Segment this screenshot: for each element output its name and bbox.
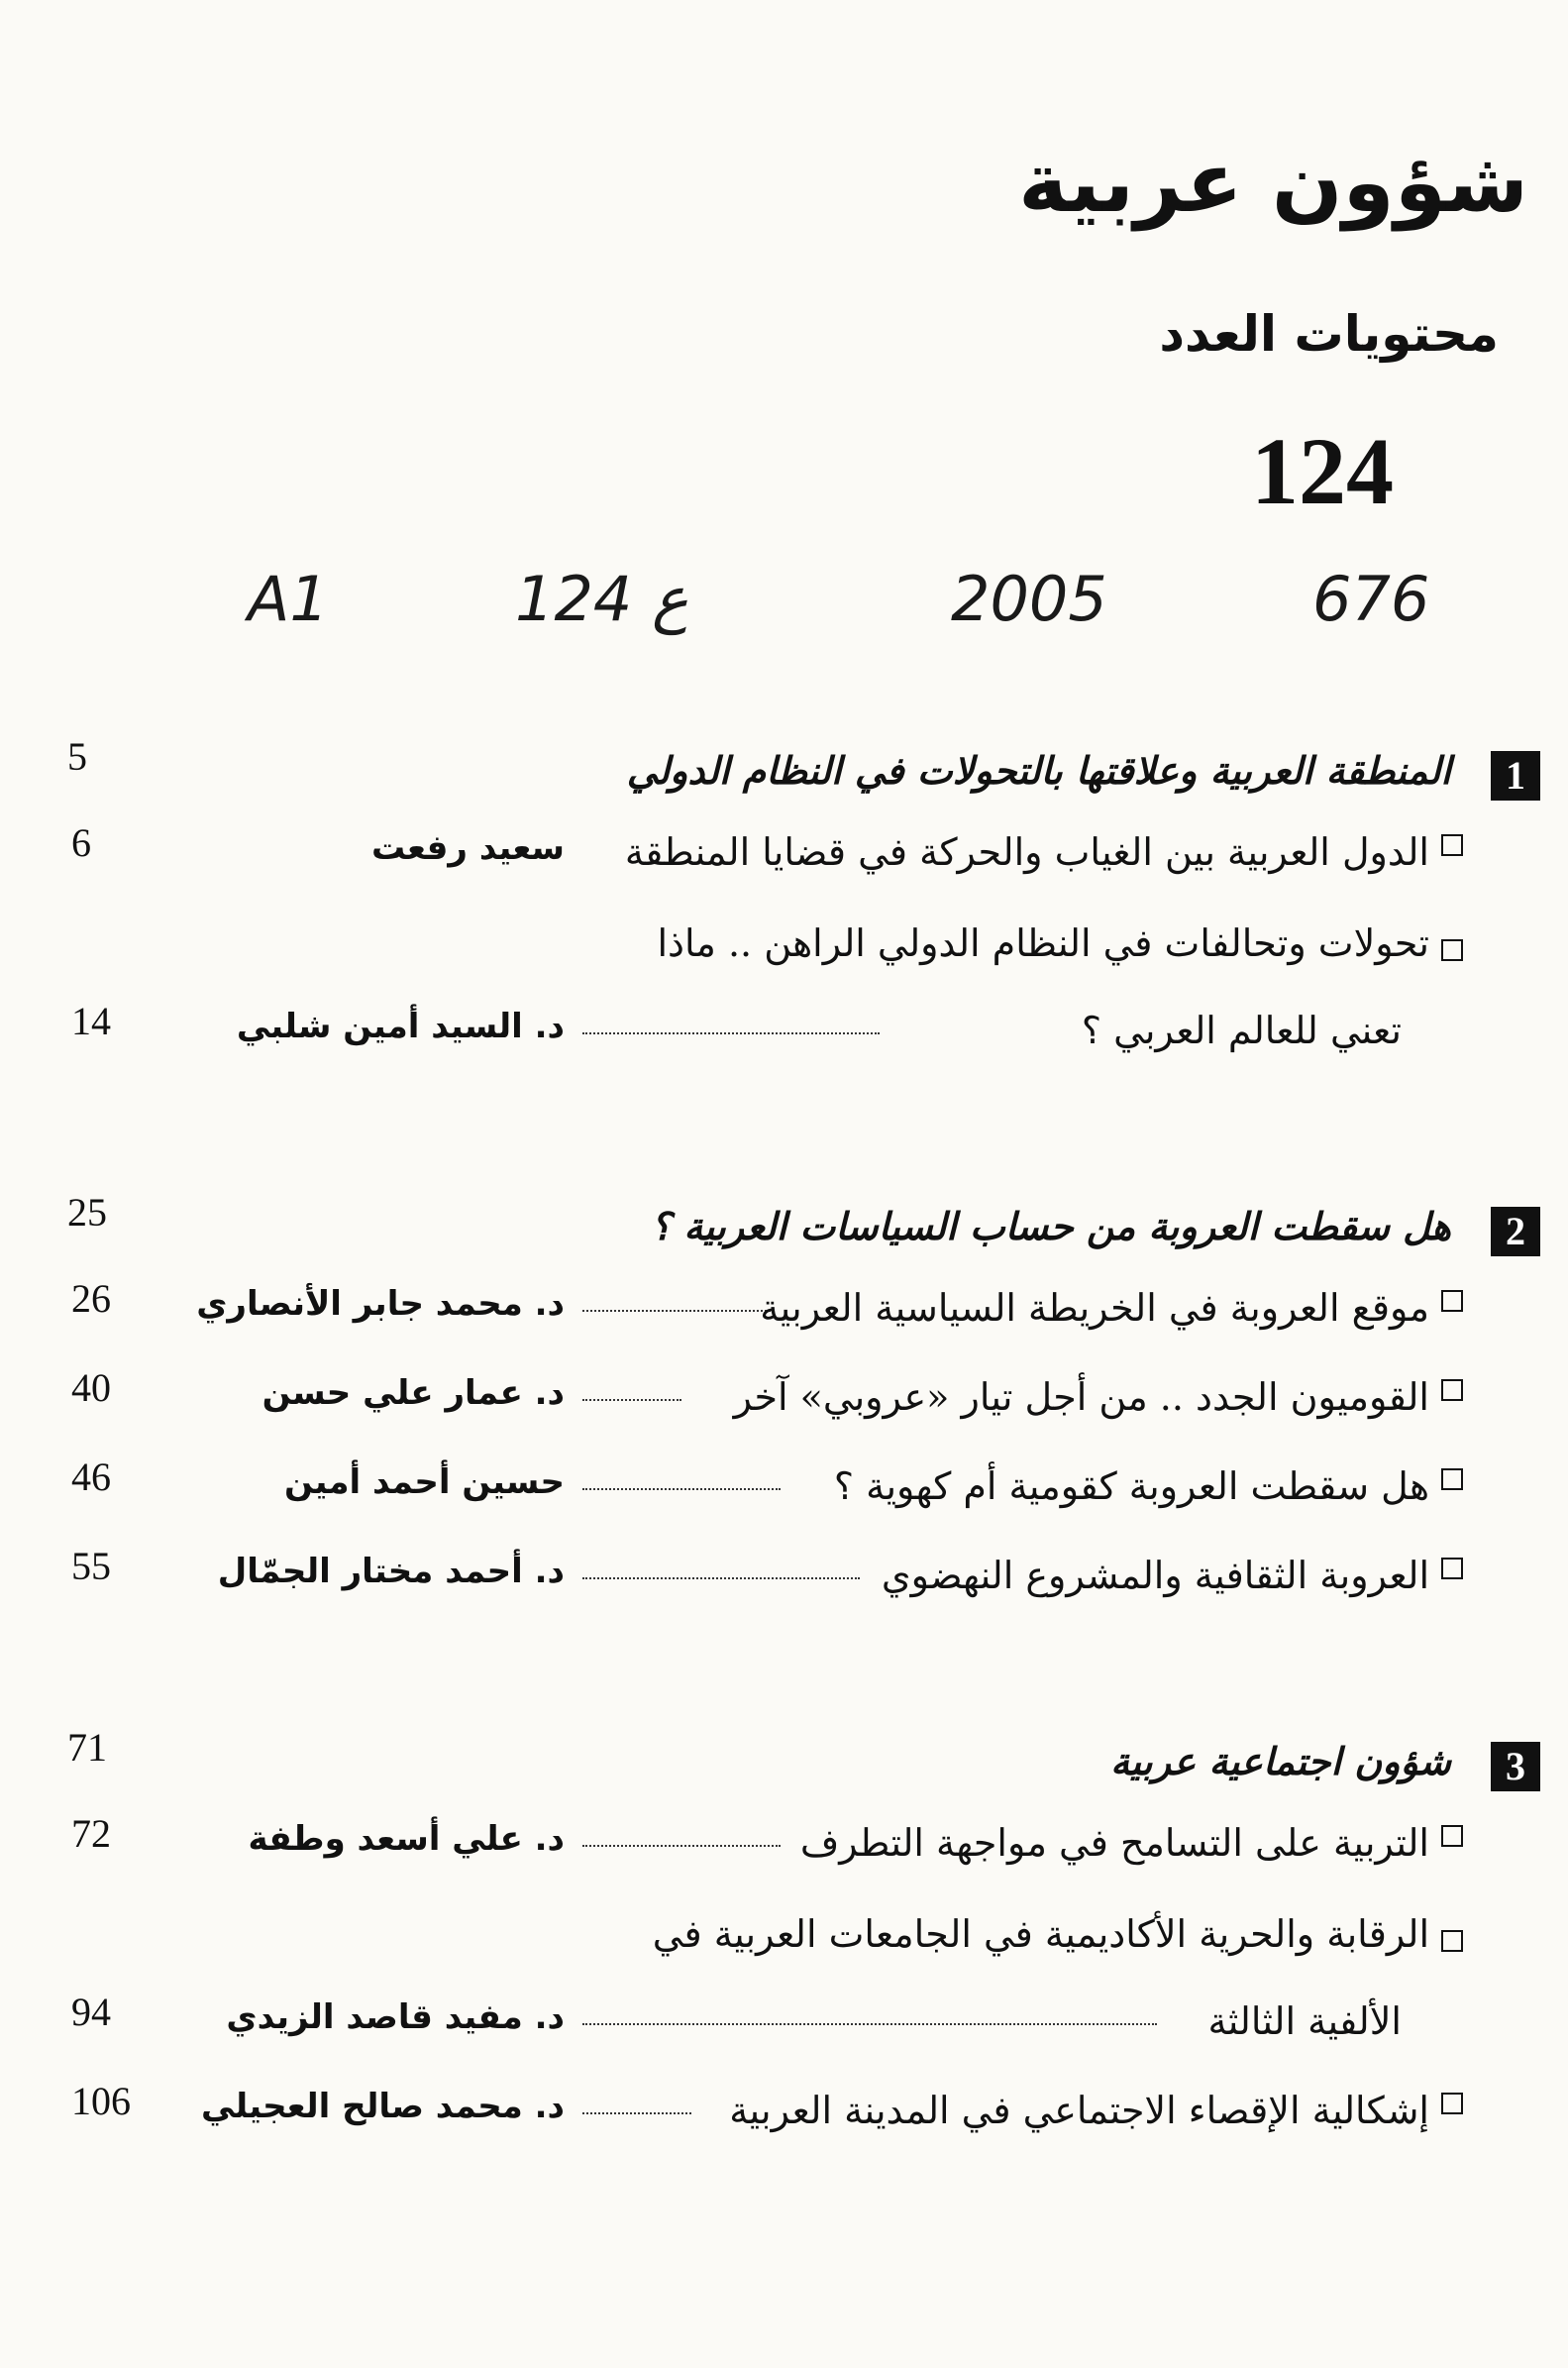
checkbox-bullet [1441, 1930, 1463, 1952]
section-number-badge: 3 [1491, 1742, 1540, 1791]
handwritten-note: 2005 [951, 563, 1107, 635]
item-author: حسين أحمد أمين [283, 1462, 565, 1502]
item-page-number: 55 [71, 1544, 111, 1588]
item-author: د. محمد جابر الأنصاري [196, 1284, 565, 1324]
item-title: الرقابة والحرية الأكاديمية في الجامعات العربية في [652, 1912, 1429, 1956]
contents-item[interactable] [40, 803, 1540, 892]
section-title: هل سقطت العروبة من حساب السياسات العربية ؟ [650, 1205, 1451, 1248]
section-number-badge: 1 [1491, 751, 1540, 801]
item-author: د. محمد صالح العجيلي [200, 2087, 565, 2126]
dotted-leader [582, 1310, 771, 1312]
item-author: د. علي أسعد وطفة [248, 1819, 565, 1859]
checkbox-bullet [1441, 1558, 1463, 1579]
section-page-number: 25 [67, 1190, 107, 1235]
checkbox-bullet [1441, 834, 1463, 856]
section-number-badge: 2 [1491, 1207, 1540, 1256]
item-author: د. عمار علي حسن [261, 1373, 565, 1413]
magazine-title: شؤون عربية [1018, 134, 1528, 231]
section-1 [40, 733, 1540, 1070]
dotted-leader [582, 1488, 781, 1490]
item-title-continuation: تعني للعالم العربي ؟ [1081, 1009, 1402, 1052]
item-author: د. السيد أمين شلبي [236, 1007, 565, 1046]
item-title-continuation: الألفية الثالثة [1207, 1999, 1402, 2043]
contents-item[interactable] [40, 1258, 1540, 1347]
dotted-leader [582, 1577, 860, 1579]
item-title: الدول العربية بين الغياب والحركة في قضايا المنطقة [624, 830, 1429, 874]
item-title: هل سقطت العروبة كقومية أم كهوية ؟ [833, 1464, 1429, 1508]
section-header [40, 1189, 1540, 1258]
item-page-number: 72 [71, 1811, 111, 1856]
dotted-leader [582, 2023, 1157, 2025]
dotted-leader [582, 1845, 781, 1847]
item-page-number: 94 [71, 1990, 111, 2034]
item-page-number: 46 [71, 1454, 111, 1499]
dotted-leader [582, 2112, 691, 2114]
section-2 [40, 1189, 1540, 1615]
item-page-number: 40 [71, 1365, 111, 1410]
item-title: إشكالية الإقصاء الاجتماعي في المدينة العربية [729, 2089, 1429, 2132]
item-title: موقع العروبة في الخريطة السياسية العربية [760, 1286, 1429, 1330]
contents-item[interactable] [40, 1437, 1540, 1526]
checkbox-bullet [1441, 2093, 1463, 2114]
section-3 [40, 1724, 1540, 2150]
item-title: العروبة الثقافية والمشروع النهضوي [881, 1554, 1429, 1597]
handwritten-note: 124 ع [515, 563, 689, 635]
section-header [40, 733, 1540, 803]
checkbox-bullet [1441, 1379, 1463, 1401]
issue-number: 124 [1251, 418, 1394, 524]
contents-item[interactable] [40, 1793, 1540, 1883]
contents-item[interactable] [40, 1883, 1540, 2061]
dotted-leader [582, 1399, 681, 1401]
section-page-number: 5 [67, 734, 87, 779]
handwritten-note: 676 [1312, 563, 1430, 635]
contents-item[interactable] [40, 2061, 1540, 2150]
item-author: د. أحمد مختار الجمّال [217, 1552, 565, 1591]
item-author: سعيد رفعت [370, 828, 565, 868]
contents-label: محتويات العدد [1159, 305, 1499, 363]
checkbox-bullet [1441, 1825, 1463, 1847]
contents-item[interactable] [40, 892, 1540, 1070]
dotted-leader [582, 1032, 880, 1034]
item-title: التربية على التسامح في مواجهة التطرف [799, 1821, 1429, 1865]
section-page-number: 71 [67, 1725, 107, 1770]
handwritten-note: A1 [248, 563, 329, 635]
item-page-number: 6 [71, 820, 91, 865]
checkbox-bullet [1441, 1290, 1463, 1312]
item-author: د. مفيد قاصد الزيدي [226, 1997, 565, 2037]
checkbox-bullet [1441, 1468, 1463, 1490]
section-header [40, 1724, 1540, 1793]
section-title: المنطقة العربية وعلاقتها بالتحولات في النظام الدولي [626, 749, 1451, 793]
item-page-number: 26 [71, 1276, 111, 1321]
item-page-number: 106 [71, 2079, 131, 2123]
contents-item[interactable] [40, 1347, 1540, 1437]
checkbox-bullet [1441, 939, 1463, 961]
item-title: تحولات وتحالفات في النظام الدولي الراهن .. ماذا [657, 921, 1429, 965]
section-title: شؤون اجتماعية عربية [1110, 1740, 1451, 1783]
contents-item[interactable] [40, 1526, 1540, 1615]
item-title: القوميون الجدد .. من أجل تيار «عروبي» آخر [733, 1375, 1429, 1419]
item-page-number: 14 [71, 999, 111, 1043]
